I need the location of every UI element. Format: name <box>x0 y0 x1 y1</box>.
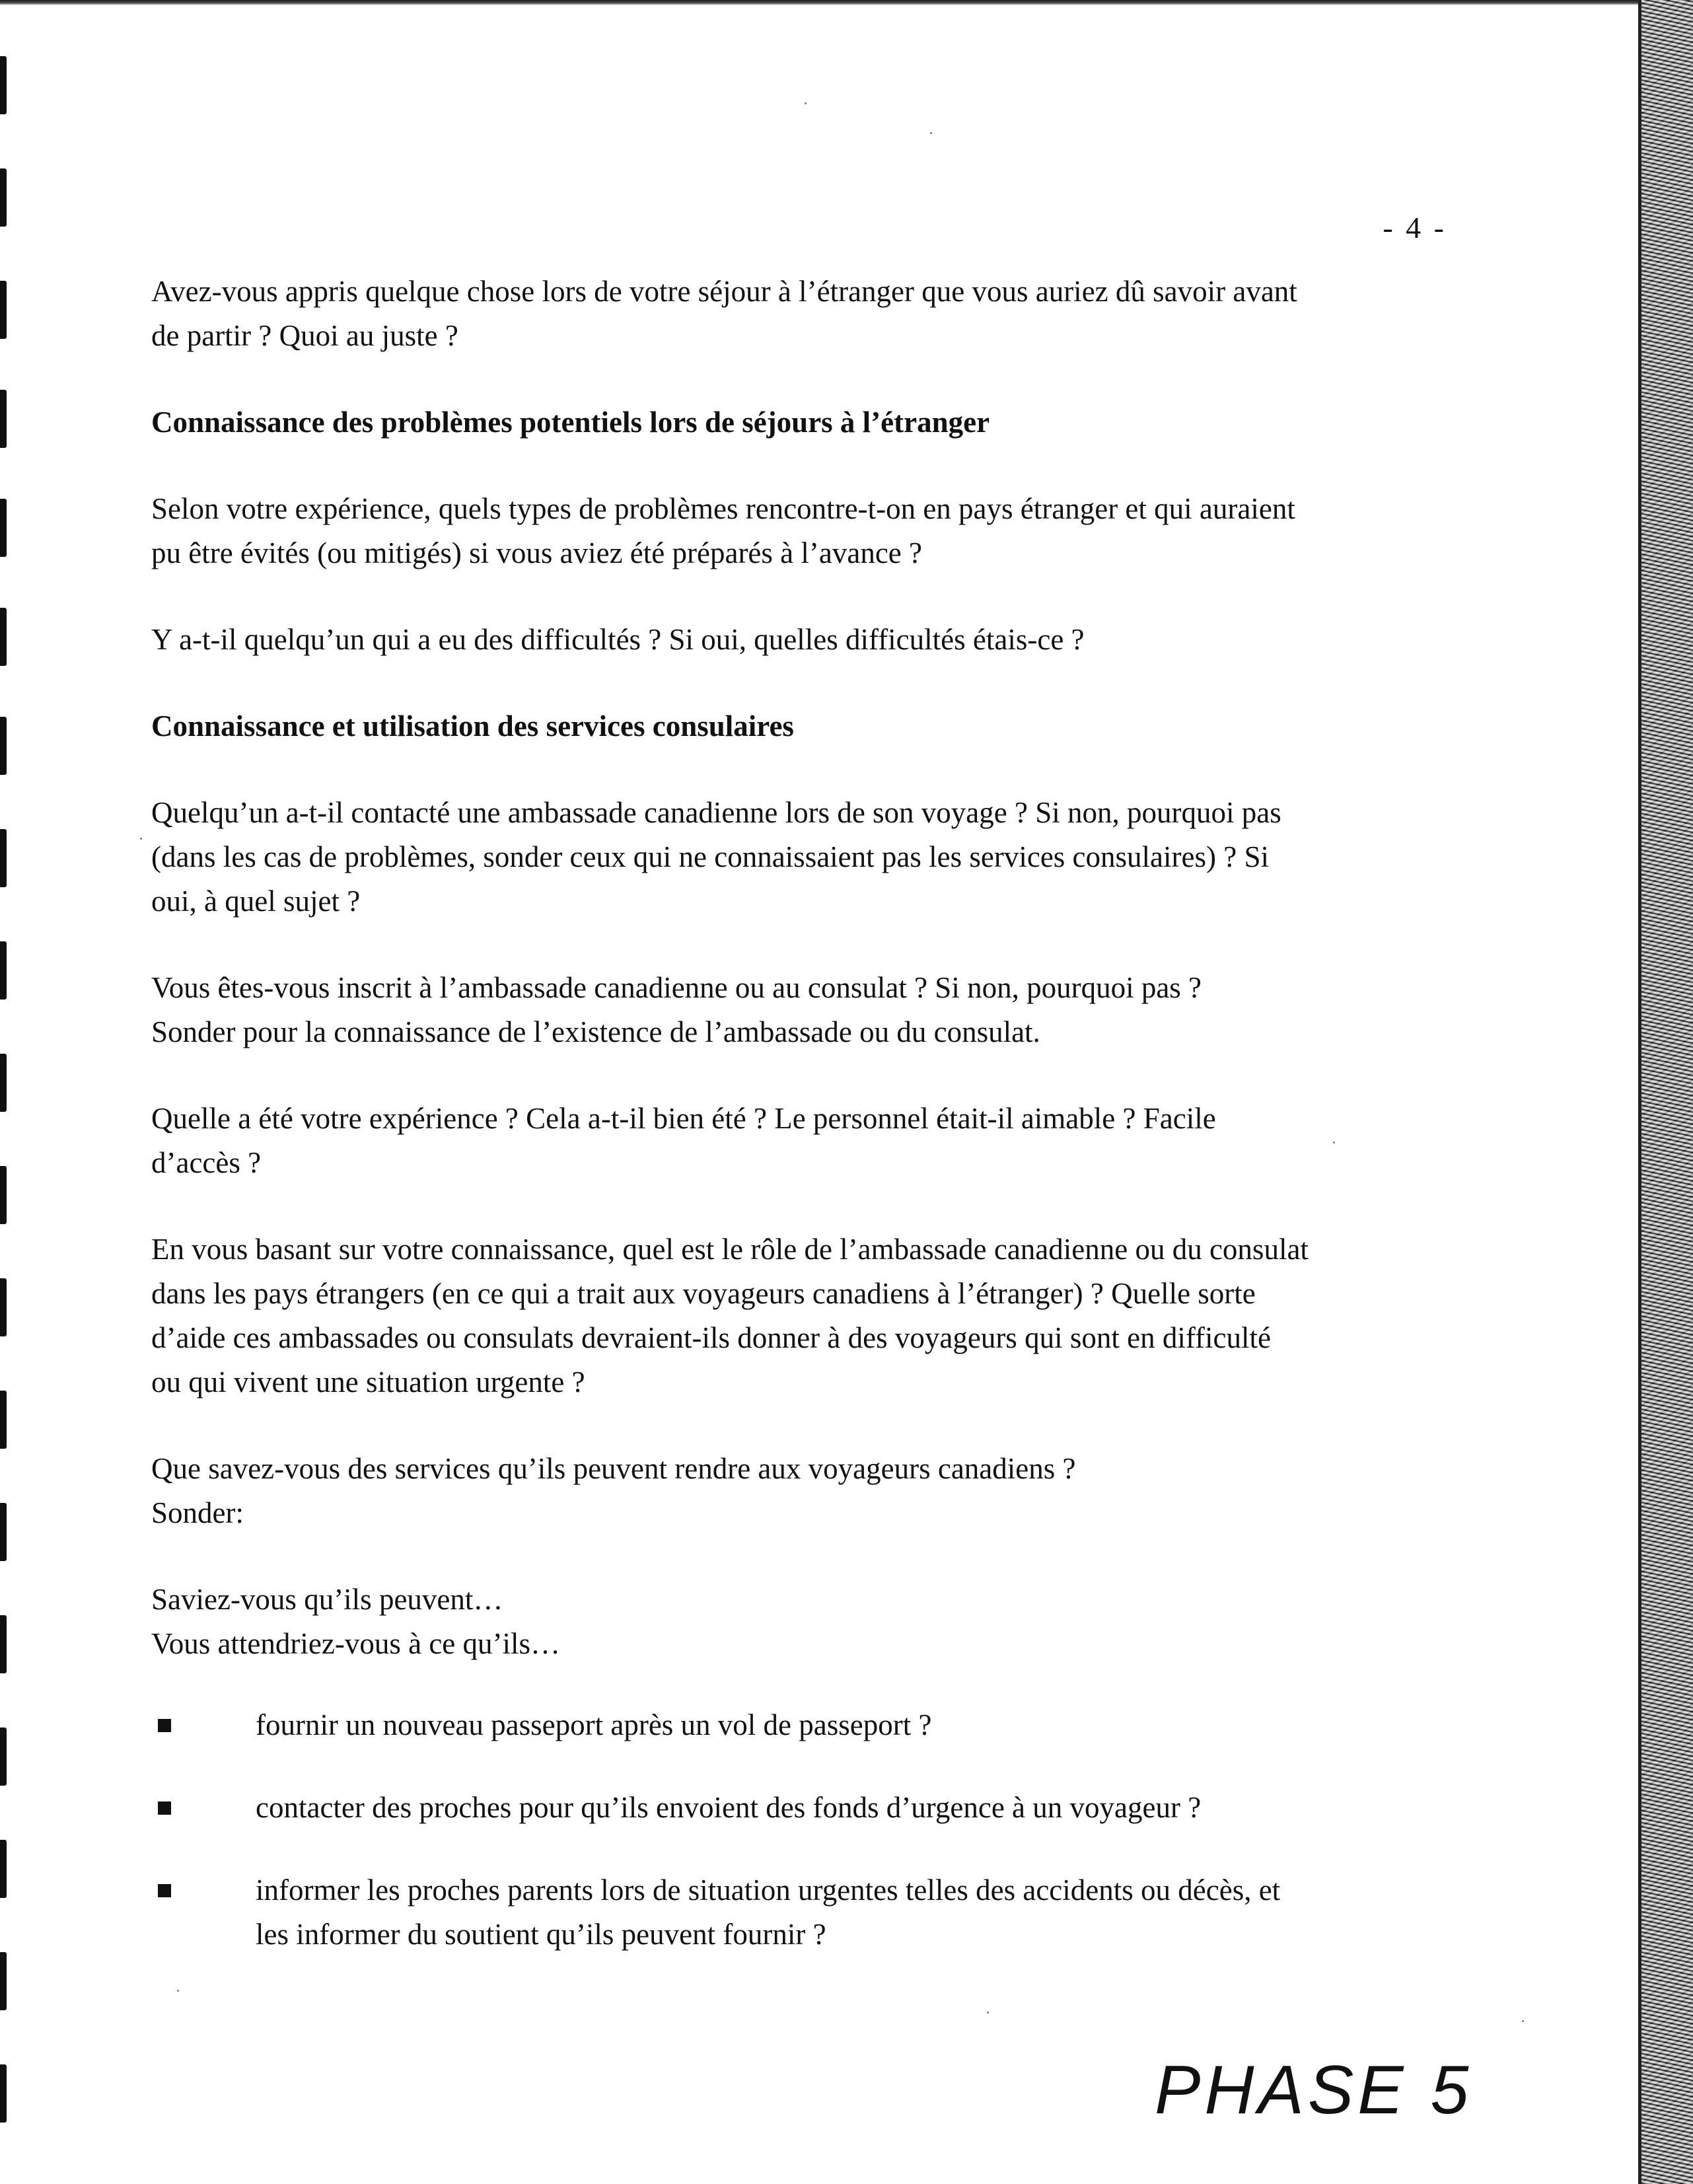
list-item <box>151 1786 1443 1830</box>
binder-hole-mark <box>0 829 7 887</box>
binder-hole-mark <box>0 1054 7 1112</box>
services-knowledge-paragraph <box>151 1447 1443 1535</box>
scan-top-edge <box>0 0 1638 5</box>
text-line: dans les pays étrangers (en ce qui a trait aux voyageurs canadiens à l’étranger) ? Quelle sorte <box>151 1277 1256 1310</box>
scan-speck <box>1522 2020 1524 2022</box>
text-line: les informer du soutient qu’ils peuvent fournir ? <box>256 1918 826 1951</box>
square-bullet-icon <box>158 1884 171 1897</box>
problems-paragraph <box>151 487 1443 575</box>
text-line: oui, à quel sujet ? <box>151 885 361 918</box>
text-line: ou qui vivent une situation urgente ? <box>151 1365 585 1399</box>
binder-hole-mark <box>0 717 7 775</box>
text-line: Selon votre expérience, quels types de problèmes rencontre-t-on en pays étranger et qui auraient <box>151 492 1295 525</box>
binder-hole-mark <box>0 1391 7 1449</box>
binder-hole-mark <box>0 2064 7 2123</box>
list-item <box>151 1703 1443 1747</box>
binder-hole-mark <box>0 499 7 557</box>
binder-hole-mark <box>0 390 7 448</box>
square-bullet-icon <box>158 1802 171 1815</box>
registration-paragraph <box>151 966 1443 1054</box>
scan-speck <box>987 2012 989 2014</box>
document-body <box>151 270 1443 1995</box>
text-line: informer les proches parents lors de situation urgentes telles des accidents ou décès, et <box>256 1874 1281 1907</box>
list-item <box>151 1868 1443 1957</box>
probe-prompt-paragraph <box>151 1578 1443 1666</box>
binder-hole-mark <box>0 168 7 227</box>
binder-hole-mark <box>0 941 7 1000</box>
embassy-contact-paragraph <box>151 791 1443 924</box>
text-line: (dans les cas de problèmes, sonder ceux qui ne connaissaient pas les services consulaires) ? Si <box>151 840 1269 873</box>
intro-question <box>151 270 1443 358</box>
text-line: d’aide ces ambassades ou consulats devraient-ils donner à des voyageurs qui sont en difficulté <box>151 1321 1271 1354</box>
section-heading-services: Connaissance et utilisation des services consulaires <box>151 710 794 743</box>
binder-hole-mark <box>0 1166 7 1224</box>
section-heading-problems: Connaissance des problèmes potentiels lors de séjours à l’étranger <box>151 406 990 439</box>
text-line: Vous êtes-vous inscrit à l’ambassade canadienne ou au consulat ? Si non, pourquoi pas ? <box>151 971 1202 1004</box>
binder-hole-mark <box>0 56 7 114</box>
page-number: - 4 - <box>1383 211 1447 244</box>
text-line: En vous basant sur votre connaissance, quel est le rôle de l’ambassade canadienne ou du consulat <box>151 1233 1309 1266</box>
square-bullet-icon <box>158 1719 171 1732</box>
binder-hole-mark <box>0 1840 7 1898</box>
scan-speck <box>140 838 142 840</box>
scan-right-edge <box>1641 0 1693 2184</box>
scan-speck <box>930 132 932 134</box>
text-line: de partir ? Quoi au juste ? <box>151 319 458 352</box>
difficulties-paragraph: Y a-t-il quelqu’un qui a eu des difficultés ? Si oui, quelles difficultés étais-ce ? <box>151 623 1085 656</box>
scan-speck <box>805 102 807 104</box>
binder-hole-mark <box>0 1503 7 1561</box>
text-line: fournir un nouveau passeport après un vol de passeport ? <box>256 1708 932 1741</box>
binder-hole-mark <box>0 281 7 339</box>
binder-hole-mark <box>0 1728 7 1786</box>
text-line: pu être évités (ou mitigés) si vous aviez été préparés à l’avance ? <box>151 536 922 569</box>
text-line: contacter des proches pour qu’ils envoient des fonds d’urgence à un voyageur ? <box>256 1791 1202 1824</box>
text-line: Avez-vous appris quelque chose lors de votre séjour à l’étranger que vous auriez dû savoir avant <box>151 275 1297 308</box>
text-line: Saviez-vous qu’ils peuvent… <box>151 1583 503 1616</box>
text-line: Que savez-vous des services qu’ils peuvent rendre aux voyageurs canadiens ? <box>151 1452 1076 1485</box>
experience-paragraph <box>151 1097 1443 1185</box>
text-line: Vous attendriez-vous à ce qu’ils… <box>151 1627 561 1660</box>
binder-hole-mark <box>0 608 7 666</box>
text-line: Sonder: <box>151 1496 244 1529</box>
text-line: Quelqu’un a-t-il contacté une ambassade canadienne lors de son voyage ? Si non, pourquoi pas <box>151 796 1281 829</box>
embassy-role-paragraph <box>151 1227 1443 1404</box>
binder-hole-mark <box>0 1952 7 2010</box>
services-bullet-list <box>151 1703 1443 1957</box>
binder-hole-mark <box>0 1278 7 1336</box>
phase-label: PHASE 5 <box>1155 2052 1473 2129</box>
binder-hole-mark <box>0 1615 7 1673</box>
text-line: Sonder pour la connaissance de l’existence de l’ambassade ou du consulat. <box>151 1015 1040 1048</box>
text-line: d’accès ? <box>151 1146 262 1179</box>
text-line: Quelle a été votre expérience ? Cela a-t-il bien été ? Le personnel était-il aimable ? Facile <box>151 1102 1216 1135</box>
